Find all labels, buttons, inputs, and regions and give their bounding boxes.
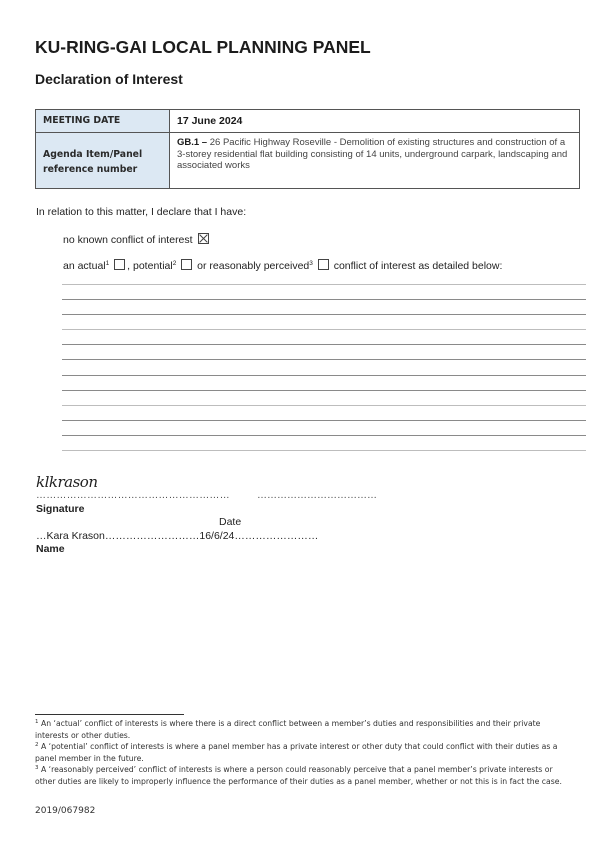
no-conflict-label: no known conflict of interest: [63, 234, 193, 246]
agenda-value-cell: [170, 133, 580, 189]
detail-line[interactable]: [62, 390, 586, 391]
detail-line[interactable]: [62, 435, 586, 436]
footnote-3-number: 3: [35, 765, 39, 772]
conflict-details-area[interactable]: [62, 284, 586, 465]
detail-line[interactable]: [62, 375, 586, 376]
footnote-separator: [35, 714, 184, 715]
agenda-item-row: [36, 133, 580, 189]
page-title: KU-RING-GAI LOCAL PLANNING PANEL: [35, 37, 371, 57]
potential-label: , potential: [127, 260, 173, 272]
meeting-date-label-cell: [36, 110, 170, 133]
detail-line[interactable]: [62, 284, 586, 285]
meeting-date-row: [36, 110, 580, 133]
detail-line[interactable]: [62, 420, 586, 421]
detail-line[interactable]: [62, 344, 586, 345]
potential-conflict-checkbox[interactable]: [181, 259, 192, 270]
footnote-1: [35, 718, 575, 741]
detail-line[interactable]: [62, 299, 586, 300]
footnote-2-number: 2: [35, 742, 39, 749]
agenda-label-line2: reference number: [43, 164, 138, 175]
perceived-footnote-ref: 3: [309, 260, 313, 267]
footnote-1-number: 1: [35, 719, 39, 725]
detail-line[interactable]: [62, 329, 586, 330]
meeting-date-value: 17 June 2024: [177, 115, 243, 127]
potential-footnote-ref: 2: [172, 260, 177, 267]
actual-footnote-ref: 1: [105, 260, 110, 267]
meeting-date-value-cell: [170, 110, 580, 133]
document-reference: 2019/067982: [35, 806, 96, 816]
detail-line[interactable]: [62, 450, 586, 451]
perceived-label: or reasonably perceived: [194, 260, 310, 272]
signature-label: Signature: [36, 503, 85, 515]
page-subtitle: Declaration of Interest: [35, 71, 183, 87]
signature-dotted-line: …………………………………………………: [36, 490, 230, 501]
agenda-label-cell: [36, 133, 170, 189]
date-label: Date: [219, 516, 242, 528]
no-conflict-option: [63, 233, 211, 246]
agenda-code: GB.1 –: [177, 137, 208, 148]
footnote-2: [35, 741, 575, 764]
detail-line[interactable]: [62, 359, 586, 360]
detail-line[interactable]: [62, 314, 586, 315]
actual-conflict-checkbox[interactable]: [114, 259, 125, 270]
meeting-info-table: [35, 109, 580, 189]
footnote-1-text: An ‘actual’ conflict of interests is where there is a direct conflict between a member’s duties and responsibilities and their private interests or other duties.: [35, 719, 541, 740]
name-date-line: …Kara Krason………………………16/6/24……………………: [36, 530, 319, 542]
footnotes: [35, 718, 575, 788]
conflict-option: [63, 259, 502, 272]
detail-line[interactable]: [62, 405, 586, 406]
no-conflict-checkbox[interactable]: [198, 233, 209, 244]
perceived-conflict-checkbox[interactable]: [318, 259, 329, 270]
name-label: Name: [36, 543, 65, 555]
agenda-description: 26 Pacific Highway Roseville - Demolition of existing structures and construction of a 3-storey residential flat building consisting of 14 units, underground carpark, landscaping and associated works: [177, 137, 568, 171]
agenda-label-line1: Agenda Item/Panel: [43, 149, 143, 160]
actual-label: an actual: [63, 260, 106, 272]
footnote-2-text: A ‘potential’ conflict of interests is where a panel member has a private interest or other duty that could conflict with their duties as a panel member in the future.: [35, 742, 558, 763]
meeting-date-label: MEETING DATE: [43, 115, 121, 126]
footnote-3-text: A ‘reasonably perceived’ conflict of interests is where a person could reasonably perceive that a panel member’s private interests or other duties are likely to improperly influence the performance of their duties as a panel member, whether or not this is in fact the case.: [35, 765, 562, 786]
footnote-3: [35, 764, 575, 787]
handwritten-signature: klkrason: [36, 473, 98, 491]
declaration-intro: In relation to this matter, I declare that I have:: [36, 206, 247, 218]
conflict-tail-label: conflict of interest as detailed below:: [330, 260, 503, 272]
date-dotted-line: ………………………………: [257, 490, 377, 501]
